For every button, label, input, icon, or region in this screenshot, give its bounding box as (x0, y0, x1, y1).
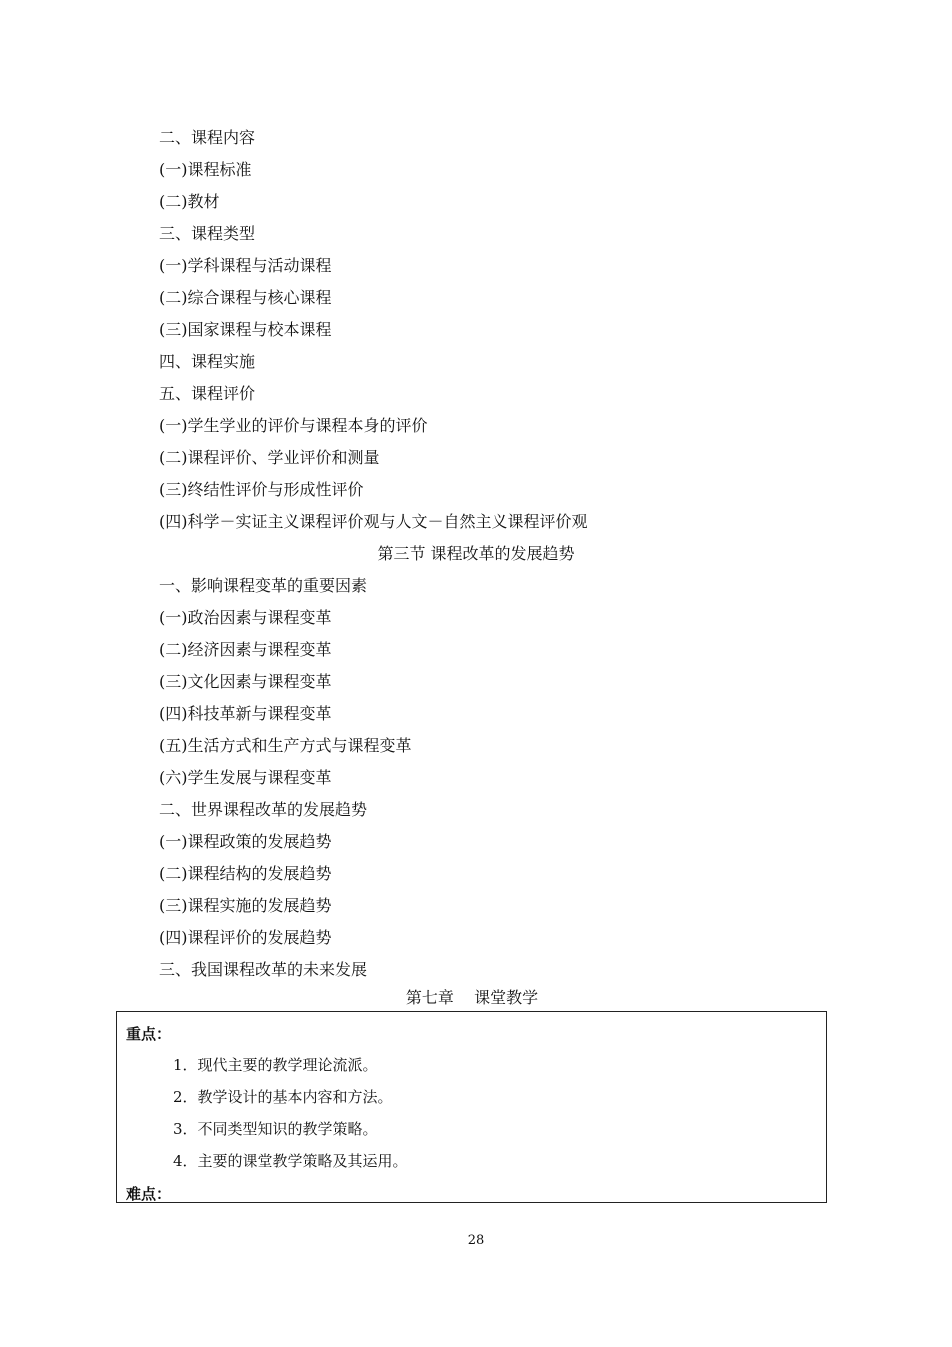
outline-item: (三)文化因素与课程变革 (159, 672, 332, 691)
key-points-box (116, 1011, 827, 1203)
outline-item: (三)国家课程与校本课程 (159, 320, 332, 339)
key-point-item: 1．现代主要的教学理论流派。 (173, 1056, 378, 1074)
difficult-points-label: 难点： (126, 1185, 172, 1203)
outline-item: (二)经济因素与课程变革 (159, 640, 332, 659)
key-point-item: 3．不同类型知识的教学策略。 (173, 1120, 378, 1138)
outline-item: (三)课程实施的发展趋势 (159, 896, 332, 915)
outline-item: 五、课程评价 (159, 384, 256, 403)
key-points-label: 重点： (126, 1025, 172, 1043)
outline-item: (二)综合课程与核心课程 (159, 288, 332, 307)
outline-item: 三、我国课程改革的未来发展 (159, 960, 368, 979)
outline-item: (四)科技革新与课程变革 (159, 704, 332, 723)
outline-item: (二)教材 (159, 192, 220, 211)
section-heading: 第三节 课程改革的发展趋势 (377, 544, 575, 563)
outline-item: (一)课程标准 (159, 160, 252, 179)
outline-item: (二)课程结构的发展趋势 (159, 864, 332, 883)
outline-item: (一)学生学业的评价与课程本身的评价 (159, 416, 428, 435)
outline-item: (六)学生发展与课程变革 (159, 768, 332, 787)
outline-item: (三)终结性评价与形成性评价 (159, 480, 364, 499)
outline-item: (四)科学－实证主义课程评价观与人文－自然主义课程评价观 (159, 512, 588, 531)
outline-item: (五)生活方式和生产方式与课程变革 (159, 736, 412, 755)
outline-item: (一)政治因素与课程变革 (159, 608, 332, 627)
outline-item: 一、影响课程变革的重要因素 (159, 576, 368, 595)
key-point-item: 2．教学设计的基本内容和方法。 (173, 1088, 393, 1106)
outline-item: (二)课程评价、学业评价和测量 (159, 448, 380, 467)
page-number: 28 (467, 1233, 485, 1248)
outline-item: (一)课程政策的发展趋势 (159, 832, 332, 851)
outline-item: 二、课程内容 (159, 128, 256, 147)
outline-item: 二、世界课程改革的发展趋势 (159, 800, 368, 819)
outline-item: (四)课程评价的发展趋势 (159, 928, 332, 947)
key-point-item: 4．主要的课堂教学策略及其运用。 (173, 1152, 408, 1170)
outline-item: (一)学科课程与活动课程 (159, 256, 332, 275)
outline-item: 三、课程类型 (159, 224, 256, 243)
chapter-title: 第七章 课堂教学 (405, 988, 539, 1007)
outline-list (159, 122, 839, 986)
key-points-list (173, 1049, 408, 1177)
outline-item: 四、课程实施 (159, 352, 256, 371)
